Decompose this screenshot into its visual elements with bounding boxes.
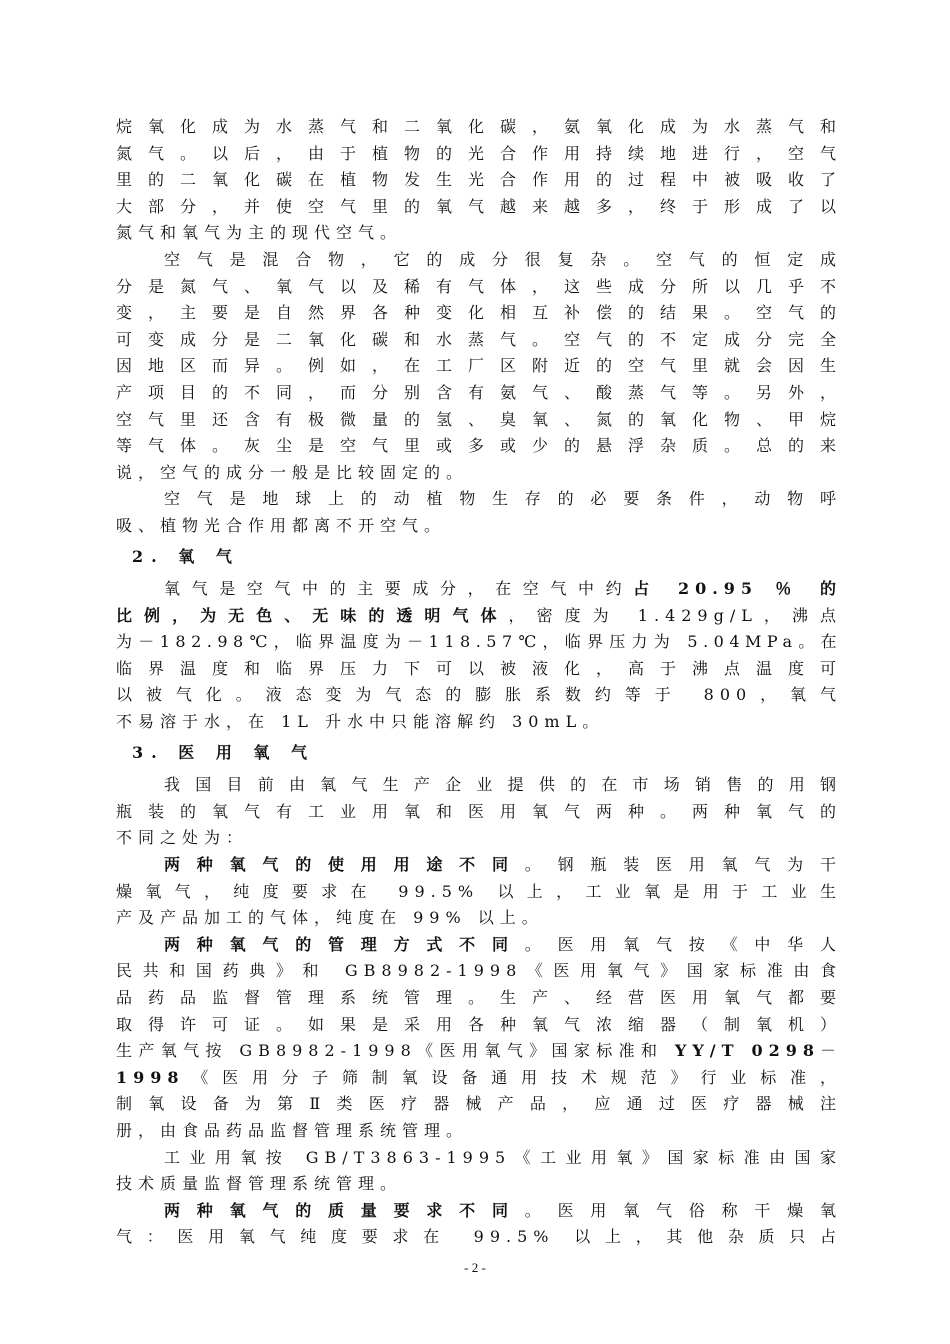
text-span: 。医用氧气俗称干燥氧 <box>524 1200 842 1220</box>
text-line <box>116 1065 842 1092</box>
text-line <box>116 985 842 1012</box>
bold-text: 比例，为无色、无味的透明气体 <box>116 605 509 625</box>
text-span: 烷氧化成为水蒸气和二氧化碳，氨氧化成为水蒸气和 <box>116 117 842 136</box>
text-span: 因地区而异。例如，在工厂区附近的空气里就会因生 <box>116 356 842 376</box>
text-span: 生产氧气按 GB8982-1998《医用氧气》国家标准和 <box>116 1041 675 1061</box>
text-span: 不易溶于水，在 1L 升水中只能溶解约 30mL。 <box>116 712 605 732</box>
text-line <box>116 247 842 274</box>
text-line <box>116 629 842 656</box>
text-line <box>116 656 842 683</box>
text-span: 产项目的不同，而分别含有氨气、酸蒸气等。另外， <box>116 382 842 402</box>
text-line <box>116 1198 842 1225</box>
text-line <box>116 905 842 932</box>
text-span: 吸、植物光合作用都离不开空气。 <box>116 515 447 535</box>
text-span: 。医用氧气按《中华人 <box>524 934 842 954</box>
text-span: 品药品监督管理系统管理。生产、经营医用氧气都要 <box>116 988 842 1007</box>
text-line <box>116 1224 842 1251</box>
text-line <box>116 958 842 985</box>
text-span: 以被气化。液态变为气态的膨胀系数约等于 800，氧气 <box>116 685 842 705</box>
text-span: 变，主要是自然界各种变化相互补偿的结果。空气的 <box>116 303 842 323</box>
text-span: 。钢瓶装医用氧气为干 <box>524 855 842 875</box>
text-line <box>116 603 842 630</box>
text-span: 工业用氧按 GB/T3863-1995《工业用氧》国家标准由国家 <box>164 1147 842 1167</box>
text-span: 里的二氧化碳在植物发生光合作用的过程中被吸收了 <box>116 170 842 190</box>
text-line <box>116 513 842 540</box>
text-line <box>116 327 842 354</box>
text-span: 说，空气的成分一般是比较固定的。 <box>116 462 469 482</box>
document-body <box>116 114 842 1251</box>
text-span: ，密度为 1.429g/L，沸点 <box>508 605 842 625</box>
text-span: 气：医用氧气纯度要求在 99.5% 以上，其他杂质只占 <box>116 1227 842 1247</box>
text-line <box>116 407 842 434</box>
text-span: 临界温度和临界压力下可以被液化，高于沸点温度可 <box>116 658 842 678</box>
bold-text: 占 20.95 ％ 的 <box>633 579 842 599</box>
section-heading <box>116 544 842 571</box>
text-span: 空气是混合物，它的成分很复杂。空气的恒定成 <box>164 249 842 269</box>
text-span: 空气是地球上的动植物生存的必要条件，动物呼 <box>164 489 842 509</box>
text-line <box>116 1091 842 1118</box>
text-span: 瓶装的氧气有工业用氧和医用氧气两种。两种氧气的 <box>116 801 842 821</box>
text-line <box>116 825 842 852</box>
text-span: － <box>819 1041 842 1061</box>
text-line <box>116 682 842 709</box>
text-span: 册，由食品药品监督管理系统管理。 <box>116 1120 469 1140</box>
text-span: 产及产品加工的气体，纯度在 99% 以上。 <box>116 908 544 928</box>
text-span: 燥氧气，纯度要求在 99.5% 以上，工业氧是用于工业生 <box>116 881 842 901</box>
text-line <box>116 1145 842 1172</box>
text-line <box>116 433 842 460</box>
text-span: 我国目前由氧气生产企业提供的在市场销售的用钢 <box>164 775 842 795</box>
text-line <box>116 167 842 194</box>
text-line <box>116 141 842 168</box>
text-line <box>116 852 842 879</box>
text-line <box>116 300 842 327</box>
text-line <box>116 1012 842 1039</box>
section-heading <box>116 740 842 767</box>
text-span: 《医用分子筛制氧设备通用技术规范》行业标准， <box>184 1067 842 1087</box>
text-line <box>116 353 842 380</box>
text-line <box>116 1038 842 1065</box>
bold-text: YY/T 0298 <box>674 1041 820 1061</box>
text-line <box>116 576 842 603</box>
bold-text: 1998 <box>116 1067 185 1087</box>
text-span: 民共和国药典》和 GB8982-1998《医用氧气》国家标准由食 <box>116 961 842 981</box>
text-line <box>116 1118 842 1145</box>
text-line <box>116 709 842 736</box>
text-span: 为－182.98℃，临界温度为－118.57℃，临界压力为 5.04MPa。在 <box>116 632 842 652</box>
text-line <box>116 194 842 221</box>
text-span: 氧气是空气中的主要成分，在空气中约 <box>164 579 634 599</box>
text-line <box>116 274 842 301</box>
text-line <box>116 114 842 141</box>
text-line <box>116 486 842 513</box>
bold-text: 两种氧气的管理方式不同 <box>164 934 525 954</box>
text-span: 可变成分是二氧化碳和水蒸气。空气的不定成分完全 <box>116 329 842 349</box>
text-span: 取得许可证。如果是采用各种氧气浓缩器（制氧机） <box>116 1014 842 1034</box>
text-span: 3. 医 用 氧 气 <box>132 742 315 762</box>
text-span: 2. 氧 气 <box>132 546 240 566</box>
text-line <box>116 879 842 906</box>
text-span: 氮气。以后，由于植物的光合作用持续地进行，空气 <box>116 143 842 163</box>
text-line <box>116 799 842 826</box>
text-span: 氮气和氧气为主的现代空气。 <box>116 223 403 243</box>
text-span: 技术质量监督管理系统管理。 <box>116 1174 403 1194</box>
text-span: 等气体。灰尘是空气里或多或少的悬浮杂质。总的来 <box>116 436 842 456</box>
text-span: 制氧设备为第Ⅱ类医疗器械产品，应通过医疗器械注 <box>116 1094 842 1114</box>
text-span: 空气里还含有极微量的氢、臭氧、氮的氧化物、甲烷 <box>116 409 842 429</box>
page-number: - 2 - <box>464 1260 486 1275</box>
text-line <box>116 772 842 799</box>
text-line <box>116 1171 842 1198</box>
text-span: 分是氮气、氧气以及稀有气体，这些成分所以几乎不 <box>116 276 842 296</box>
text-line <box>116 932 842 959</box>
text-line <box>116 460 842 487</box>
text-span: 大部分，并使空气里的氧气越来越多，终于形成了以 <box>116 196 842 216</box>
bold-text: 两种氧气的使用用途不同 <box>164 855 525 875</box>
text-line <box>116 220 842 247</box>
text-span: 不同之处为： <box>116 828 249 848</box>
bold-text: 两种氧气的质量要求不同 <box>164 1200 525 1220</box>
text-line <box>116 380 842 407</box>
